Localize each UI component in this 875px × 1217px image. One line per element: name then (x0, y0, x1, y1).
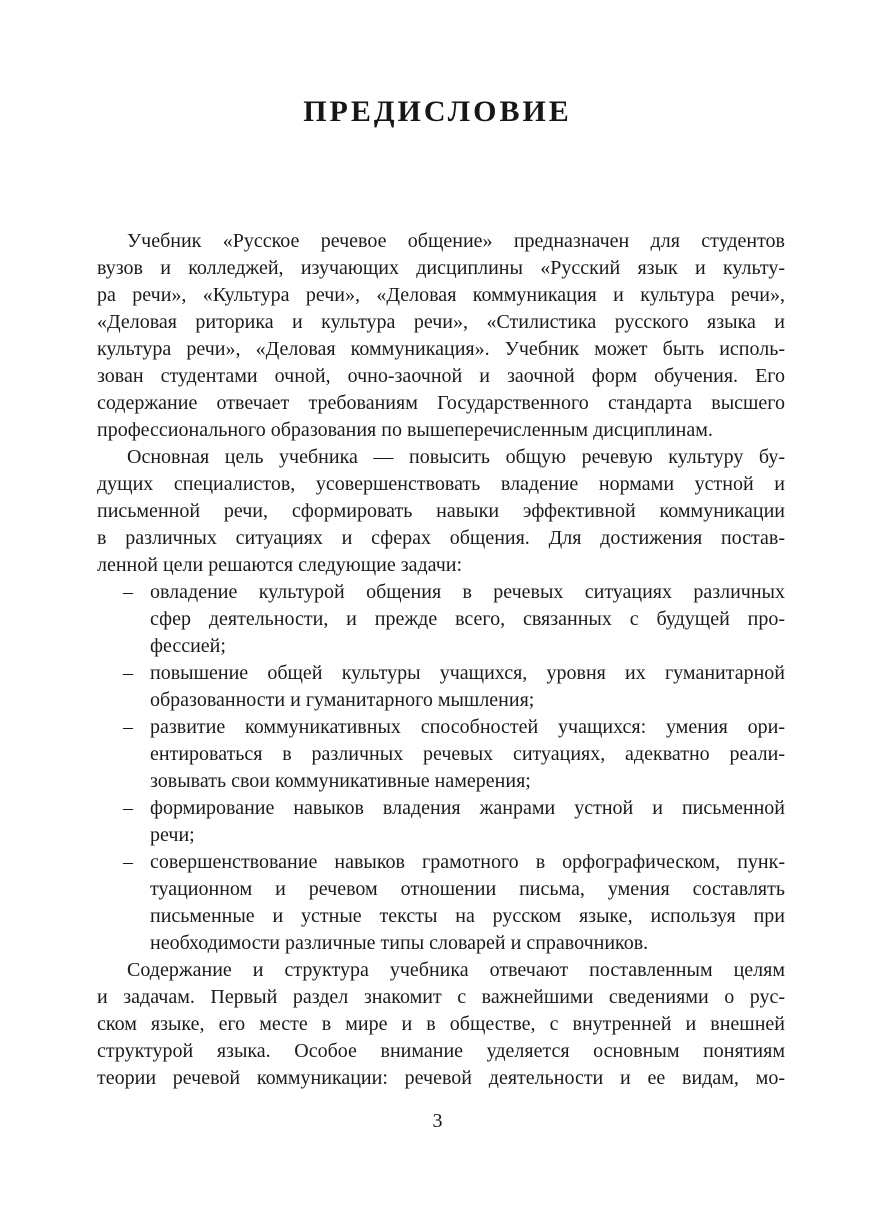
text-line: туационном и речевом отношении письма, умения составлять (150, 878, 785, 900)
page-title: ПРЕДИСЛОВИЕ (303, 95, 572, 128)
paragraph-goal (97, 444, 785, 579)
text-line: развитие коммуникативных способностей учащихся: умения ори- (150, 716, 785, 738)
text-line: фессией; (150, 635, 226, 657)
list-bullet: – (123, 716, 133, 738)
list-bullet: – (123, 797, 133, 819)
text-line: формирование навыков владения жанрами устной и письменной (150, 797, 785, 819)
text-line: ентироваться в различных речевых ситуациях, адекватно реали- (150, 743, 785, 765)
list-bullet: – (123, 662, 133, 684)
text-line: Основная цель учебника — повысить общую речевую культуру бу- (127, 446, 785, 468)
text-line: письменной речи, сформировать навыки эффективной коммуникации (97, 500, 785, 522)
text-line: теории речевой коммуникации: речевой деятельности и ее видам, мо- (97, 1067, 785, 1089)
body-text (97, 228, 785, 1092)
text-line: и задачам. Первый раздел знакомит с важнейшими сведениями о рус- (97, 986, 785, 1008)
task-list (97, 579, 785, 957)
text-line: зовывать свои коммуникативные намерения; (150, 770, 531, 792)
list-item (97, 579, 785, 660)
text-line: в различных ситуациях и сферах общения. Для достижения постав- (97, 527, 785, 549)
paragraph-structure (97, 957, 785, 1092)
text-line: ском языке, его месте в мире и в обществе, с внутренней и внешней (97, 1013, 785, 1035)
text-line: Содержание и структура учебника отвечают поставленным целям (127, 959, 785, 981)
text-line: структурой языка. Особое внимание уделяется основным понятиям (97, 1040, 785, 1062)
text-line: Учебник «Русское речевое общение» предназначен для студентов (127, 230, 785, 252)
text-line: овладение культурой общения в речевых ситуациях различных (150, 581, 785, 603)
text-line: необходимости различные типы словарей и справочников. (150, 932, 649, 954)
page-number: 3 (432, 1110, 443, 1132)
list-item (97, 795, 785, 849)
text-line: ленной цели решаются следующие задачи: (97, 554, 463, 576)
list-item (97, 714, 785, 795)
text-line: вузов и колледжей, изучающих дисциплины «Русский язык и культу- (97, 257, 785, 279)
text-line: образованности и гуманитарного мышления; (150, 689, 535, 711)
text-line: речи; (150, 824, 195, 846)
text-line: профессионального образования по вышеперечисленным дисциплинам. (97, 419, 713, 441)
text-line: «Деловая риторика и культура речи», «Стилистика русского языка и (97, 311, 785, 333)
list-item (97, 660, 785, 714)
text-line: культура речи», «Деловая коммуникация». Учебник может быть исполь- (97, 338, 785, 360)
text-line: содержание отвечает требованиям Государственного стандарта высшего (97, 392, 785, 414)
list-bullet: – (123, 581, 133, 603)
paragraph-intro (97, 228, 785, 444)
list-item (97, 849, 785, 957)
list-bullet: – (123, 851, 133, 873)
text-line: совершенствование навыков грамотного в орфографическом, пунк- (150, 851, 785, 873)
text-line: сфер деятельности, и прежде всего, связанных с будущей про- (150, 608, 785, 630)
text-line: дущих специалистов, усовершенствовать владение нормами устной и (97, 473, 785, 495)
text-line: ра речи», «Культура речи», «Деловая коммуникация и культура речи», (97, 284, 785, 306)
text-line: письменные и устные тексты на русском языке, используя при (150, 905, 785, 927)
text-line: повышение общей культуры учащихся, уровня их гуманитарной (150, 662, 785, 684)
text-line: зован студентами очной, очно-заочной и заочной форм обучения. Его (97, 365, 785, 387)
